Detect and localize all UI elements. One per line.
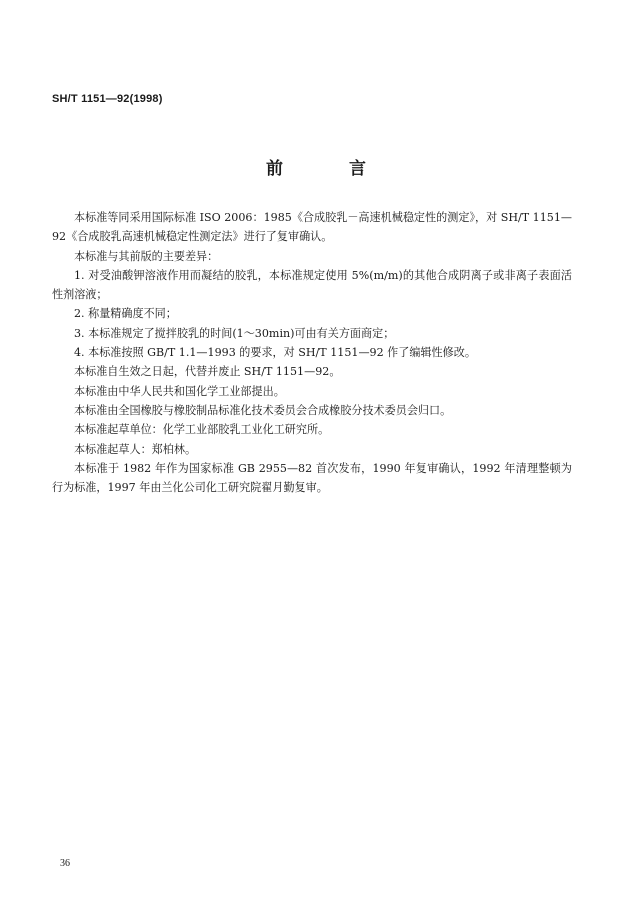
paragraph-adoption: 本标准等同采用国际标准 ISO 2006：1985《合成胶乳－高速机械稳定性的测定》，对 SH/T 1151—92《合成胶乳高速机械稳定性测定法》进行了复审确认。 — [52, 211, 572, 244]
page-number: 36 — [60, 858, 70, 869]
standard-code-header: SH/T 1151—92(1998) — [52, 93, 163, 105]
difference-item-4: 4. 本标准按照 GB/T 1.1—1993 的要求，对 SH/T 1151—92 作了编辑性修改。 — [74, 346, 476, 360]
foreword-body — [52, 208, 572, 497]
difference-item-2: 2. 称量精确度不同； — [74, 307, 177, 321]
paragraph-differences-intro: 本标准与其前版的主要差异： — [74, 249, 219, 263]
difference-item-3: 3. 本标准规定了搅拌胶乳的时间(1～30min)可由有关方面商定； — [74, 326, 395, 340]
paragraph-history: 本标准于 1982 年作为国家标准 GB 2955—82 首次发布，1990 年复审确认，1992 年清理整顿为行为标准，1997 年由兰化公司化工研究院翟月勤复审。 — [52, 461, 572, 495]
paragraph-proposed-by: 本标准由中华人民共和国化学工业部提出。 — [74, 384, 285, 398]
paragraph-under-jurisdiction: 本标准由全国橡胶与橡胶制品标准化技术委员会合成橡胶分技术委员会归口。 — [74, 403, 452, 417]
page-title: 前 言 — [266, 159, 396, 179]
difference-item-1: 1. 对受油酸钾溶液作用而凝结的胶乳，本标准规定使用 5%(m/m)的其他合成阴离子或非离子表面活性剂溶液； — [52, 268, 572, 302]
paragraph-drafter: 本标准起草人：郑柏林。 — [74, 442, 197, 456]
paragraph-drafting-unit: 本标准起草单位：化学工业部胶乳工业化工研究所。 — [74, 423, 330, 437]
paragraph-supersedes: 本标准自生效之日起，代替并废止 SH/T 1151—92。 — [74, 365, 341, 379]
